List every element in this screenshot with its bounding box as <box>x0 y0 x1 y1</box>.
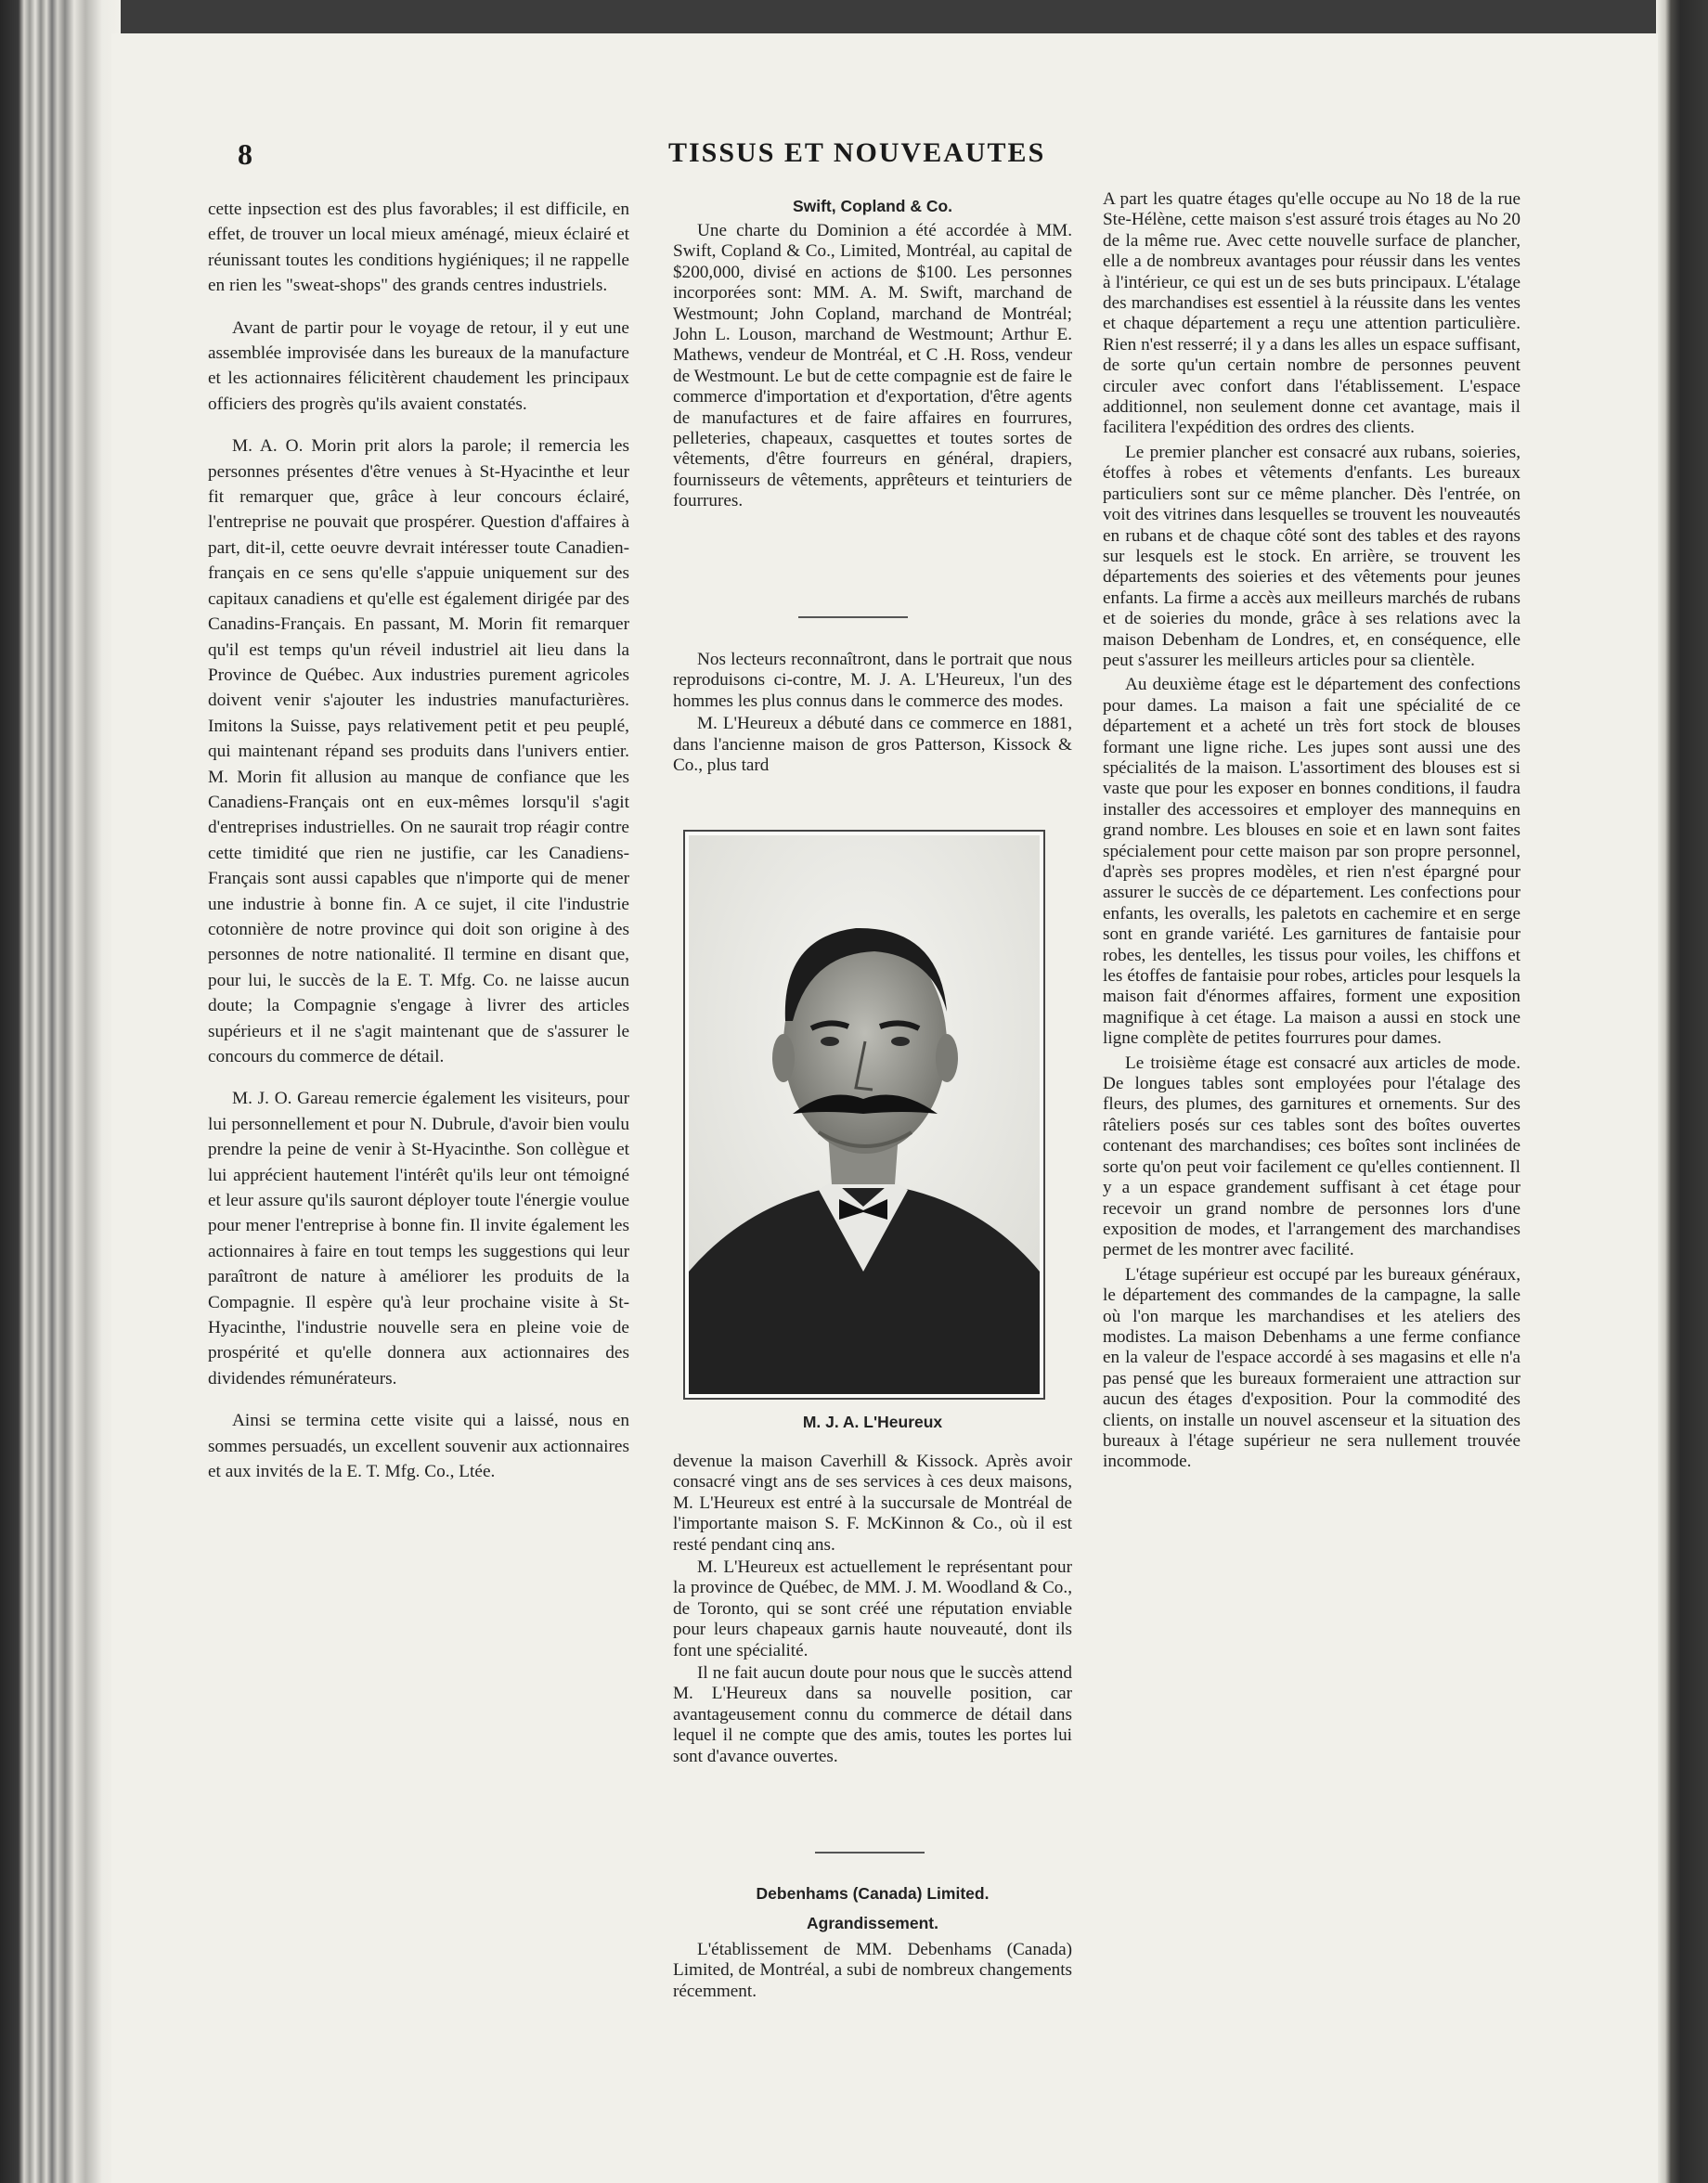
page-number: 8 <box>238 137 252 171</box>
paragraph: Il ne fait aucun doute pour nous que le succès attend M. L'Heureux dans sa nouvelle position, car avantageusement connu du commerce de détail dans lequel il ne compte que des amis, toutes les portes lui sont d'avance ouvertes. <box>673 1663 1072 1766</box>
swift-heading: Swift, Copland & Co. <box>792 197 953 215</box>
paragraph: Nos lecteurs reconnaîtront, dans le portrait que nous reproduisons ci-contre, M. J. A. L'Heureux, l'un des hommes les plus connus dans le commerce des modes. <box>673 650 1072 711</box>
column-left <box>208 197 629 1502</box>
paragraph: Au deuxième étage est le département des confections pour dames. La maison a fait une spécialité de ce département et a acheté un très fort stock de blouses formant une ligne riche. Les jupes sont aussi une des spécialités de la maison. L'assortiment des blouses est si vaste que pour les exposer en bonnes conditions, il faudra installer des accessoires et employer des mannequins en grand nombre. Les blouses en soie et en lawn sont faites spécialement pour cette maison par son propre personnel, d'après ses propres modèles, et rien n'est épargné pour assurer le succès de ce département. Les confections pour enfants, les overalls, les paletots en cachemire et en serge sont en grande variété. Les garnitures de fantaisie pour robes, les dentelles, les tissus pour voiles, les chiffons et les étoffes de fantaisie pour robes, articles pour lesquels la maison fait d'énormes affaires, forment une exposition magnifique à cet étage. La maison a aussi en stock une ligne complète de petites fourrures pour dames. <box>1103 675 1520 1049</box>
debenhams-heading: Debenhams (Canada) Limited. <box>756 1884 990 1903</box>
paragraph: A part les quatre étages qu'elle occupe au No 18 de la rue Ste-Hélène, cette maison s'est assuré trois étages au No 20 de la même rue. Avec cette nouvelle surface de plancher, elle a de nombreux avantages pour réussir dans les ventes à l'intérieur, ce qui est un de ses buts principaux. L'étalage des marchandises est essentiel à la réussite dans les ventes et chaque département a reçu une attention particulière. Rien n'est resserré; il y a dans les alles un espace suffisant, de sorte qu'un certain nombre de personnes peuvent circuler avec confort dans l'établissement. L'espace additionnel, non seulement donne cet avantage, mais il facilitera l'expédition des ordres des clients. <box>1103 189 1520 438</box>
paragraph: cette inpsection est des plus favorables; il est difficile, en effet, de trouver un local mieux aménagé, mieux éclairé et réunissant toutes les conditions hygiéniques; il ne rappelle en rien les "sweat-shops" des grands centres industriels. <box>208 200 629 296</box>
portrait-image <box>689 835 1040 1394</box>
paragraph: M. L'Heureux est actuellement le représentant pour la province de Québec, de MM. J. M. Woodland & Co., de Toronto, qui se sont créé une réputation enviable pour leurs chapeaux garnis haute nouveauté, dont ils font une spécialité. <box>673 1557 1072 1660</box>
paragraph: devenue la maison Caverhill & Kissock. Après avoir consacré vingt ans de ses services à ces deux maisons, M. L'Heureux est entré à la succursale de Montréal de l'importante maison S. F. McKinnon & Co., où il est resté pendant cinq ans. <box>673 1452 1072 1555</box>
paragraph: M. J. O. Gareau remercie également les visiteurs, pour lui personnellement et pour N. Dubrule, d'avoir bien voulu prendre la peine de venir à St-Hyacinthe. Son collègue et lui apprécient hautement l'intérêt qu'ils leur ont témoigné et leur assure qu'ils sauront déployer toute l'énergie voulue pour mener l'entreprise à bonne fin. Il invite également les actionnaires à faire en tout temps les suggestions qui leur paraîtront de nature à améliorer les produits de la Compagnie. Il espère qu'à leur prochaine visite à St-Hyacinthe, l'industrie nouvelle sera en pleine voie de prospérité et qu'elle donnera aux actionnaires des dividendes rémunérateurs. <box>208 1089 629 1389</box>
lheureux-article-intro <box>673 650 1072 778</box>
paragraph: L'étage supérieur est occupé par les bureaux généraux, le département des commandes de la campagne, la salle où l'on marque les marchandises et les ateliers des modistes. La maison Debenhams a une ferme confiance en la valeur de l'espace accordé à ses magasins et elle n'a pas pensé que les bureaux formeraient une attraction sur aucun des étages d'exposition. Pour la commodité des clients, on installe un nouvel ascenseur et la situation des bureaux à l'étage supérieur ne sera nullement trouvée incommode. <box>1103 1264 1520 1472</box>
lheureux-article <box>673 1452 1072 1769</box>
paragraph: Avant de partir pour le voyage de retour, il y eut une assemblée improvisée dans les bureaux de la manufacture et les actionnaires félicitèrent chaudement les principaux officiers des progrès qu'ils avaient constatés. <box>208 317 629 414</box>
paragraph: L'établissement de MM. Debenhams (Canada) Limited, de Montréal, a subi de nombreux changements récemment. <box>673 1940 1072 2001</box>
swift-article <box>673 221 1072 514</box>
paragraph: Le troisième étage est consacré aux articles de mode. De longues tables sont employées pour l'étalage des fleurs, des plumes, des garnitures et ornements. Sur des râteliers posés sur ces tables sont des boîtes ouvertes contenant des marchandises; ces boîtes sont inclinées de sorte qu'on peut voir facilement ce qu'elles contiennent. Il y a un espace grandement suffisant à cet étage pour recevoir un grand nombre de personnes lors d'une exposition de modes, et l'arrangement des marchandises permet de les montrer avec facilité. <box>1103 1053 1520 1260</box>
paragraph: Ainsi se termina cette visite qui a laissé, nous en sommes persuadés, un excellent souvenir aux actionnaires et aux invités de la E. T. Mfg. Co., Ltée. <box>208 1411 629 1482</box>
paragraph: M. A. O. Morin prit alors la parole; il remercia les personnes présentes d'être venues à St-Hyacinthe et leur fit remarquer que, grâce à leur concours éclairé, l'entreprise ne pouvait que prospérer. Question d'affaires à part, dit-il, cette oeuvre devrait intéresser toute Canadien-français en ce sens qu'elle s'appuie uniquement sur des capitaux canadiens et qu'elle est également dirigée par des Canadins-Français. En passant, M. Morin fit remarquer qu'il est temps qu'un réveil industriel ait lieu dans la Province de Québec. Aux industries purement agricoles doivent venir s'ajouter les industries manufacturières. Imitons la Suisse, pays relativement petit et peu peuplé, qui maintenant répand ses produits dans l'univers entier. M. Morin fit allusion au manque de confiance que les Canadiens-Français ont en eux-mêmes lorsqu'il s'agit d'entreprises industrielles. On ne saurait trop réagir contre cette timidité que rien ne justifie, car les Canadiens-Français sont aussi capables que n'importe qui de mener une industrie à bonne fin. A ce sujet, il cite l'industrie cotonnière de notre province qui doit son origine à des personnes de notre nationalité. Il termine en disant que, pour lui, le succès de la E. T. Mfg. Co. ne laisse aucun doute; la Compagnie s'engage à livrer des articles supérieurs et il ne s'agit maintenant que de s'assurer le concours du commerce de détail. <box>208 436 629 1066</box>
debenhams-article-intro <box>673 1940 1072 2004</box>
debenhams-subheading: Agrandissement. <box>807 1914 938 1932</box>
book-right-edge <box>1656 0 1708 2183</box>
section-divider <box>798 616 908 618</box>
paragraph: Une charte du Dominion a été accordée à MM. Swift, Copland & Co., Limited, Montréal, au capital de $200,000, divisé en actions de $100. Les personnes incorporées sont: MM. A. M. Swift, marchand de Westmount; John Copland, marchand de Montréal; John L. Louson, marchand de Westmount; Arthur E. Mathews, vendeur de Montréal, et C .H. Ross, vendeur de Westmount. Le but de cette compagnie est de faire le commerce d'importation et d'exportation, d'être agents de manufactures et de faire affaires en fourrures, pelleteries, chapeaux, casquettes et toutes sortes de vêtements, d'être fourreurs en général, drapiers, fournisseurs de vêtements, apprêteurs et teinturiers de fourrures. <box>673 221 1072 511</box>
paragraph: M. L'Heureux a débuté dans ce commerce en 1881, dans l'ancienne maison de gros Patterson, Kissock & Co., plus tard <box>673 714 1072 776</box>
debenhams-heading-block <box>673 1879 1072 1938</box>
portrait-caption: M. J. A. L'Heureux <box>802 1413 943 1431</box>
portrait-photo <box>683 830 1045 1400</box>
column-right <box>1103 189 1520 1477</box>
book-page-edges <box>0 0 121 2183</box>
page-title: TISSUS ET NOUVEAUTES <box>668 137 1046 168</box>
paragraph: Le premier plancher est consacré aux rubans, soieries, étoffes à robes et vêtements d'enfants. Les bureaux particuliers sont sur ce même plancher. Dès l'entrée, on voit des vitrines dans lesquelles se trouvent les nouveautés en rubans et de chaque côté sont des tables et des rayons sur lesquels est le stock. En arrière, se trouvent les départements des soieries et des vêtements pour jeunes enfants. La firme a accès aux meilleurs marchés de rubans et de soieries du monde, grâce à ses relations avec la maison Debenham de Londres, et, en conséquence, elle peut s'assurer les meilleurs articles pour sa clientèle. <box>1103 442 1520 670</box>
section-divider <box>815 1852 925 1854</box>
